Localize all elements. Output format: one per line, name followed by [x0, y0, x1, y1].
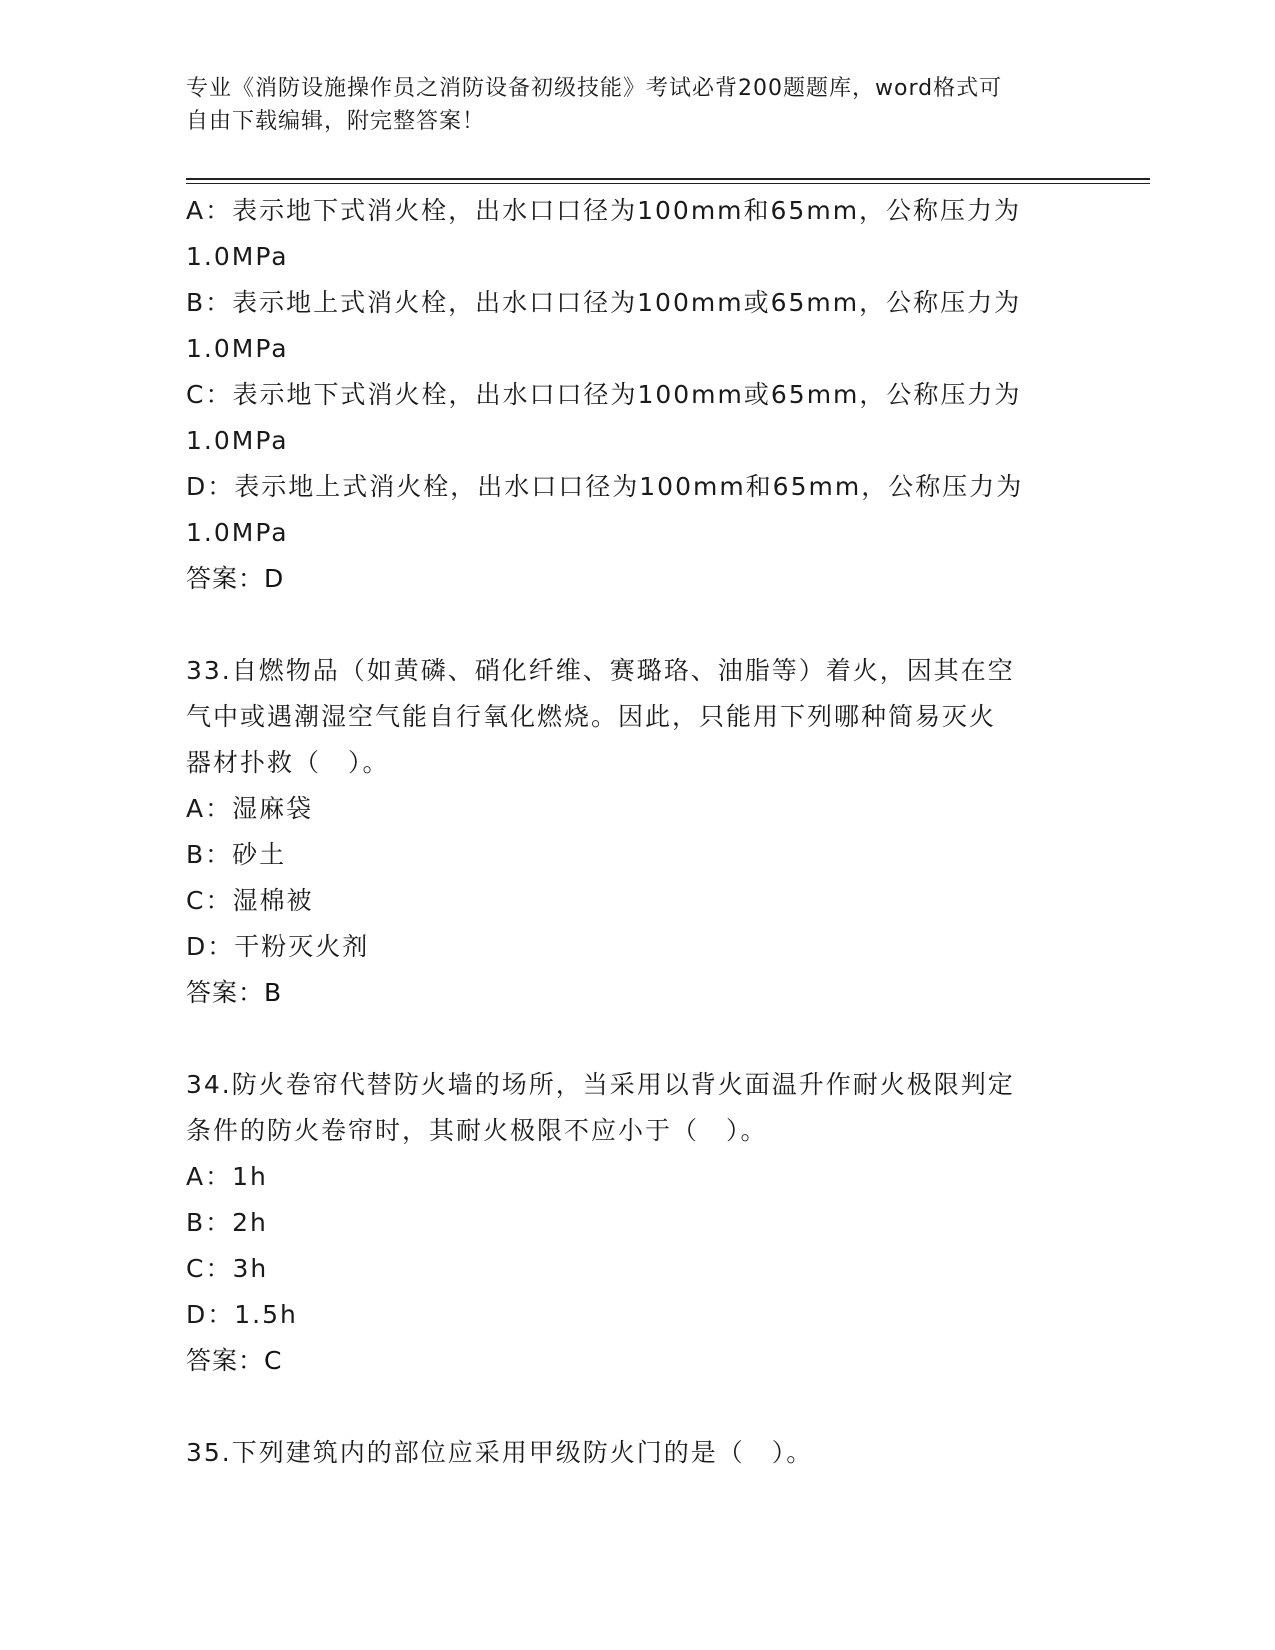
header-line-2: 自由下载编辑，附完整答案！	[186, 109, 486, 134]
question-33-option-a: A：湿麻袋	[186, 794, 314, 823]
spacer	[186, 1384, 1086, 1430]
header-rule-thin	[186, 183, 1150, 184]
spacer	[186, 1016, 1086, 1062]
question-34-option-a: A：1h	[186, 1162, 268, 1191]
question-33	[186, 648, 1086, 1016]
question-34-option-c: C：3h	[186, 1254, 269, 1283]
question-34-option-b: B：2h	[186, 1208, 268, 1237]
question-34-line-2: 条件的防火卷帘时，其耐火极限不应小于（ ）。	[186, 1116, 768, 1145]
document-header	[186, 72, 1066, 138]
header-rule-thick	[186, 178, 1150, 180]
question-33-option-c: C：湿棉被	[186, 886, 314, 915]
question-33-line-2: 气中或遇潮湿空气能自行氧化燃烧。因此，只能用下列哪种简易灭火	[186, 702, 997, 731]
question-33-option-d: D：干粉灭火剂	[186, 932, 370, 961]
question-34	[186, 1062, 1086, 1384]
question-35-line-1: 35.下列建筑内的部位应采用甲级防火门的是（ ）。	[186, 1438, 814, 1467]
option-b-line-1: B：表示地上式消火栓，出水口口径为100mm或65mm，公称压力为	[186, 288, 1022, 317]
question-33-line-3: 器材扑救（ ）。	[186, 748, 390, 777]
question-34-line-1: 34.防火卷帘代替防火墙的场所，当采用以背火面温升作耐火极限判定	[186, 1070, 1015, 1099]
document-body	[186, 188, 1086, 1476]
question-34-option-d: D：1.5h	[186, 1300, 298, 1329]
option-c-line-2: 1.0MPa	[186, 426, 289, 455]
option-a-line-1: A：表示地下式消火栓，出水口口径为100mm和65mm，公称压力为	[186, 196, 1022, 225]
answer-33: 答案：B	[186, 978, 283, 1007]
question-32	[186, 188, 1086, 602]
spacer	[186, 602, 1086, 648]
header-line-1: 专业《消防设施操作员之消防设备初级技能》考试必背200题题库，word格式可	[186, 76, 1003, 101]
question-33-option-b: B：砂土	[186, 840, 287, 869]
answer-34: 答案：C	[186, 1346, 283, 1375]
option-c-line-1: C：表示地下式消火栓，出水口口径为100mm或65mm，公称压力为	[186, 380, 1022, 409]
option-d-line-2: 1.0MPa	[186, 518, 289, 547]
answer-32: 答案：D	[186, 564, 285, 593]
option-b-line-2: 1.0MPa	[186, 334, 289, 363]
question-33-line-1: 33.自燃物品（如黄磷、硝化纤维、赛璐珞、油脂等）着火，因其在空	[186, 656, 1015, 685]
option-d-line-1: D：表示地上式消火栓，出水口口径为100mm和65mm，公称压力为	[186, 472, 1024, 501]
question-35	[186, 1430, 1086, 1476]
option-a-line-2: 1.0MPa	[186, 242, 289, 271]
